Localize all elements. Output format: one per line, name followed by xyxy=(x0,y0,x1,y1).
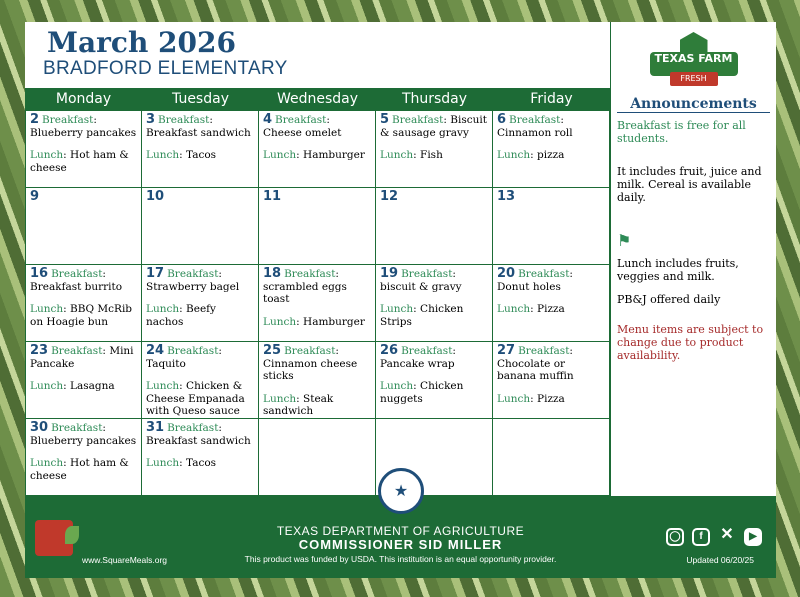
breakfast-label: Breakfast xyxy=(401,268,453,280)
breakfast-label: Breakfast xyxy=(401,345,453,357)
day-number: 25 xyxy=(263,343,282,358)
calendar-day-cell: 18 Breakfast: scrambled eggs toast Lunch: Hamburger xyxy=(259,265,376,342)
breakfast-label: Breakfast xyxy=(275,114,327,126)
lunch-item: Tacos xyxy=(186,149,217,161)
breakfast-label: Breakfast xyxy=(518,268,570,280)
day-number: 12 xyxy=(380,189,399,204)
breakfast-item: Blueberry pancakes xyxy=(30,126,137,139)
menu-sheet xyxy=(25,22,776,578)
breakfast-item: Mini Pancake xyxy=(30,345,134,370)
usda-disclaimer: This product was funded by USDA. This institution is an equal opportunity provider. xyxy=(244,554,557,564)
lunch-item: BBQ McRib on Hoagie bun xyxy=(30,303,133,328)
lunch-item: Hot ham & cheese xyxy=(30,457,129,482)
day-number: 18 xyxy=(263,266,282,281)
social-links xyxy=(666,528,762,546)
calendar-day-cell: 25 Breakfast: Cinnamon cheese sticks Lunch: Steak sandwich xyxy=(259,342,376,419)
texas-state-icon: ⚑ xyxy=(617,231,632,250)
day-number: 26 xyxy=(380,343,399,358)
logo-banner: TEXAS FARM xyxy=(650,52,738,76)
calendar-day-cell: 20 Breakfast: Donut holes Lunch: Pizza xyxy=(493,265,610,342)
breakfast-label: Breakfast xyxy=(42,114,94,126)
day-number: 2 xyxy=(30,112,40,127)
weekday-thursday: Thursday xyxy=(401,91,468,107)
lunch-item: Chicken nuggets xyxy=(380,380,464,405)
lunch-label: Lunch xyxy=(146,457,180,469)
lunch-label: Lunch xyxy=(146,149,180,161)
breakfast-item: Cheese omelet xyxy=(263,126,342,139)
calendar-day-cell xyxy=(376,188,493,265)
lunch-label: Lunch xyxy=(380,303,414,315)
breakfast-label: Breakfast xyxy=(167,422,219,434)
ann-pbj: PB&J offered daily xyxy=(617,293,721,306)
day-number: 16 xyxy=(30,266,49,281)
day-number: 5 xyxy=(380,112,390,127)
calendar-day-cell: 6 Breakfast: Cinnamon roll Lunch: pizza xyxy=(493,111,610,188)
breakfast-label: Breakfast xyxy=(392,114,444,126)
breakfast-label: Breakfast xyxy=(284,345,336,357)
day-number: 30 xyxy=(30,420,49,435)
calendar-day-cell: 17 Breakfast: Strawberry bagel Lunch: Beefy nachos xyxy=(142,265,259,342)
breakfast-label: Breakfast xyxy=(51,422,103,434)
lunch-item: Chicken & Cheese Empanada with Queso sauce xyxy=(146,380,245,417)
weekday-tuesday: Tuesday xyxy=(172,91,229,107)
breakfast-item: Chocolate or banana muffin xyxy=(497,357,574,382)
breakfast-item: Pancake wrap xyxy=(380,357,455,370)
breakfast-label: Breakfast xyxy=(518,345,570,357)
lunch-label: Lunch xyxy=(30,457,64,469)
breakfast-item: Breakfast sandwich xyxy=(146,434,251,447)
breakfast-item: Strawberry bagel xyxy=(146,280,240,293)
day-number: 6 xyxy=(497,112,507,127)
breakfast-label: Breakfast xyxy=(167,268,219,280)
updated-date: Updated 06/20/25 xyxy=(686,555,754,565)
breakfast-item: Cinnamon roll xyxy=(497,126,573,139)
calendar-day-cell: 30 Breakfast: Blueberry pancakes Lunch: Hot ham & cheese xyxy=(25,419,142,496)
calendar-grid xyxy=(25,110,610,496)
breakfast-label: Breakfast xyxy=(158,114,210,126)
agency-name: TEXAS DEPARTMENT OF AGRICULTURE xyxy=(276,524,525,538)
breakfast-item: Taquito xyxy=(146,357,186,370)
lunch-label: Lunch xyxy=(30,149,64,161)
lunch-label: Lunch xyxy=(380,149,414,161)
announcements-panel xyxy=(610,22,776,496)
calendar-day-cell: 27 Breakfast: Chocolate or banana muffin Lunch: Pizza xyxy=(493,342,610,419)
breakfast-label: Breakfast xyxy=(51,268,103,280)
lunch-item: Chicken Strips xyxy=(380,303,464,328)
lunch-item: Lasagna xyxy=(70,380,115,392)
weekday-wednesday: Wednesday xyxy=(276,91,359,107)
calendar-day-cell xyxy=(493,188,610,265)
breakfast-label: Breakfast xyxy=(167,345,219,357)
day-number: 23 xyxy=(30,343,49,358)
lunch-label: Lunch xyxy=(497,149,531,161)
day-number: 10 xyxy=(146,189,165,204)
lunch-item: Hamburger xyxy=(303,315,365,328)
calendar-day-cell: 5 Breakfast: Biscuit & sausage gravy Lunch: Fish xyxy=(376,111,493,188)
logo-fresh: FRESH xyxy=(670,72,718,86)
day-number: 13 xyxy=(497,189,516,204)
calendar-day-cell: 19 Breakfast: biscuit & gravy Lunch: Chicken Strips xyxy=(376,265,493,342)
lunch-item: Steak sandwich xyxy=(263,392,334,417)
lunch-label: Lunch xyxy=(263,315,297,328)
breakfast-item: Cinnamon cheese sticks xyxy=(263,357,358,382)
lunch-label: Lunch xyxy=(263,392,297,405)
calendar-day-cell xyxy=(25,188,142,265)
ann-breakfast-includes: It includes fruit, juice and milk. Cereal is available daily. xyxy=(617,165,762,204)
lunch-item: Pizza xyxy=(537,392,565,405)
breakfast-label: Breakfast xyxy=(284,268,336,280)
ann-menu-change: Menu items are subject to change due to product availability. xyxy=(617,323,764,362)
agriculture-seal-icon: ★ xyxy=(378,468,424,514)
breakfast-item: Donut holes xyxy=(497,280,561,293)
weekday-header xyxy=(25,88,610,110)
lunch-item: Pizza xyxy=(537,303,565,315)
calendar-day-cell: 3 Breakfast: Breakfast sandwich Lunch: Tacos xyxy=(142,111,259,188)
day-number: 31 xyxy=(146,420,165,435)
facebook-icon[interactable]: f xyxy=(692,528,710,546)
lunch-item: Hot ham & cheese xyxy=(30,149,129,174)
calendar-day-cell: 26 Breakfast: Pancake wrap Lunch: Chicken nuggets xyxy=(376,342,493,419)
lunch-item: Beefy nachos xyxy=(146,303,216,328)
lunch-item: Hamburger xyxy=(303,149,365,161)
instagram-icon[interactable]: ◯ xyxy=(666,528,684,546)
calendar-day-cell xyxy=(493,419,610,496)
lunch-label: Lunch xyxy=(30,380,64,392)
day-number: 9 xyxy=(30,189,40,204)
calendar xyxy=(25,88,610,496)
calendar-day-cell xyxy=(259,419,376,496)
breakfast-item: Blueberry pancakes xyxy=(30,434,137,447)
lunch-item: Tacos xyxy=(186,457,217,469)
weekday-monday: Monday xyxy=(55,91,112,107)
lunch-label: Lunch xyxy=(380,380,414,392)
breakfast-item: Breakfast sandwich xyxy=(146,126,251,139)
day-number: 4 xyxy=(263,112,273,127)
page-title: March 2026 xyxy=(47,26,236,59)
breakfast-label: Breakfast xyxy=(509,114,561,126)
ann-lunch-includes: Lunch includes fruits, veggies and milk. xyxy=(617,257,739,283)
barn-icon xyxy=(680,32,708,52)
calendar-day-cell: 16 Breakfast: Breakfast burrito Lunch: BBQ McRib on Hoagie bun xyxy=(25,265,142,342)
weekday-friday: Friday xyxy=(530,91,573,107)
lunch-label: Lunch xyxy=(497,392,531,405)
x-icon[interactable]: ✕ xyxy=(720,526,734,543)
day-number: 20 xyxy=(497,266,516,281)
breakfast-label: Breakfast xyxy=(51,345,103,357)
calendar-day-cell: 31 Breakfast: Breakfast sandwich Lunch: Tacos xyxy=(142,419,259,496)
lunch-label: Lunch xyxy=(497,303,531,315)
commissioner-name: COMMISSIONER SID MILLER xyxy=(298,537,503,552)
day-number: 27 xyxy=(497,343,516,358)
lunch-label: Lunch xyxy=(146,303,180,315)
day-number: 3 xyxy=(146,112,156,127)
lunch-label: Lunch xyxy=(263,149,297,161)
breakfast-item: biscuit & gravy xyxy=(380,280,462,293)
calendar-day-cell xyxy=(142,188,259,265)
calendar-day-cell xyxy=(259,188,376,265)
lunch-label: Lunch xyxy=(30,303,64,315)
texas-farm-fresh-logo xyxy=(646,30,742,90)
day-number: 19 xyxy=(380,266,399,281)
lunch-label: Lunch xyxy=(146,380,180,392)
calendar-day-cell: 4 Breakfast: Cheese omelet Lunch: Hamburger xyxy=(259,111,376,188)
calendar-day-cell: 24 Breakfast: Taquito Lunch: Chicken & Cheese Empanada with Queso sauce xyxy=(142,342,259,419)
breakfast-item: Breakfast burrito xyxy=(30,280,123,293)
lunch-item: pizza xyxy=(537,149,565,161)
footer xyxy=(25,483,776,578)
day-number: 24 xyxy=(146,343,165,358)
ann-free-breakfast: Breakfast is free for all students. xyxy=(617,119,746,145)
day-number: 11 xyxy=(263,189,282,204)
calendar-day-cell: 23 Breakfast: Mini Pancake Lunch: Lasagna xyxy=(25,342,142,419)
breakfast-item: scrambled eggs toast xyxy=(263,280,347,305)
school-name: BRADFORD ELEMENTARY xyxy=(43,58,288,79)
calendar-day-cell: 2 Breakfast: Blueberry pancakes Lunch: Hot ham & cheese xyxy=(25,111,142,188)
day-number: 17 xyxy=(146,266,165,281)
announcements-heading: Announcements xyxy=(617,98,770,113)
website-link[interactable]: www.SquareMeals.org xyxy=(82,555,168,565)
breakfast-item: Biscuit & sausage gravy xyxy=(380,114,487,139)
lunch-item: Fish xyxy=(420,149,443,161)
youtube-icon[interactable]: ▶ xyxy=(744,528,762,546)
